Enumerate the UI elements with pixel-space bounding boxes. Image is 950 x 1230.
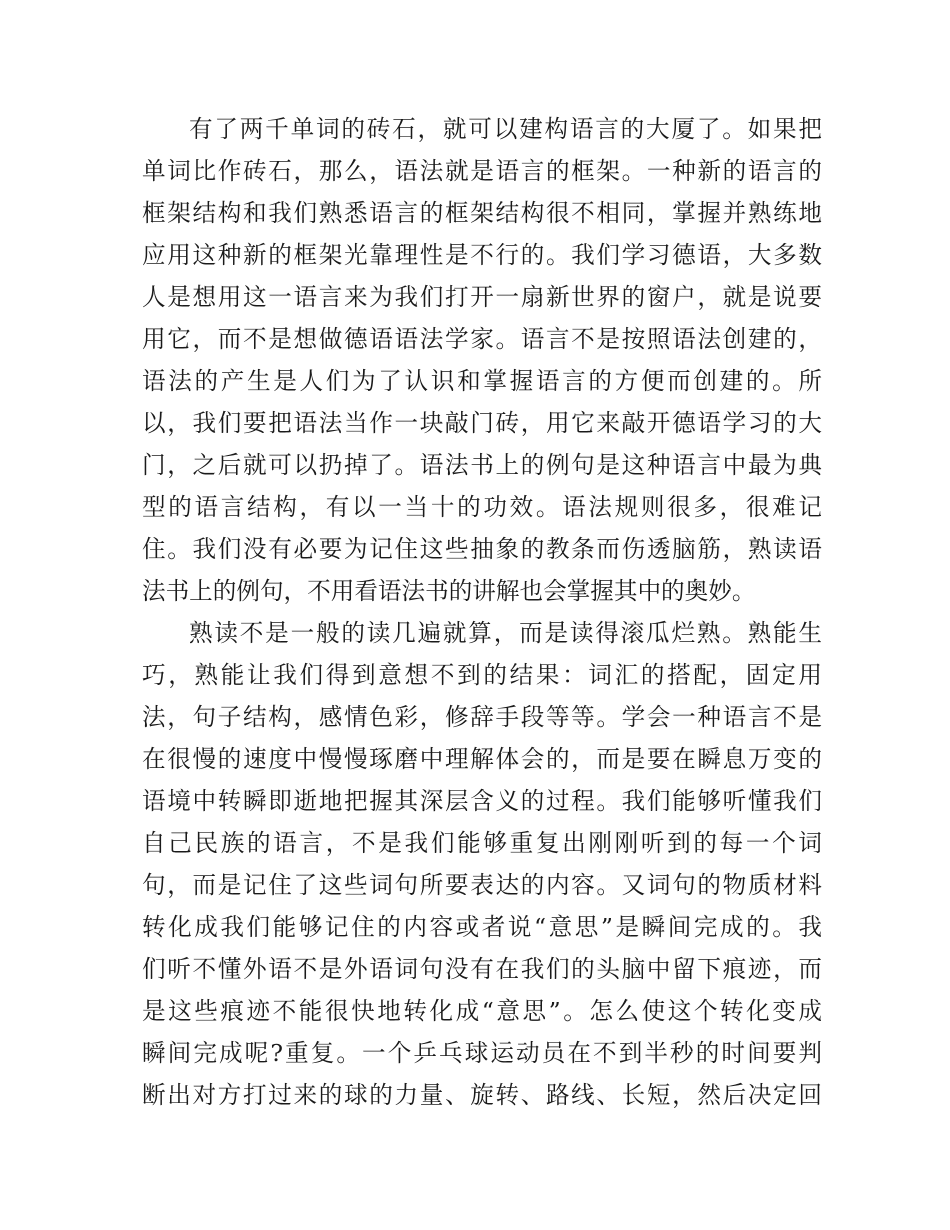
text-line: 型的语言结构，有以一当十的功效。语法规则很多，很难记 (142, 493, 822, 521)
text-line: 是这些痕迹不能很快地转化成“意思”。怎么使这个转化变成 (142, 997, 822, 1025)
text-line: 门，之后就可以扔掉了。语法书上的例句是这种语言中最为典 (142, 451, 822, 479)
text-line: 语法的产生是人们为了认识和掌握语言的方便而创建的。所 (142, 367, 822, 395)
text-line: 法书上的例句，不用看语法书的讲解也会掌握其中的奥妙。 (142, 577, 756, 605)
paragraph-1 (142, 108, 822, 612)
text-line: 转化成我们能够记住的内容或者说“意思”是瞬间完成的。我 (142, 913, 822, 941)
text-line: 住。我们没有必要为记住这些抽象的教条而伤透脑筋，熟读语 (142, 535, 822, 563)
paragraph-2 (142, 612, 822, 1116)
text-line: 瞬间完成呢?重复。一个乒乓球运动员在不到半秒的时间要判 (142, 1039, 822, 1067)
text-line: 以，我们要把语法当作一块敲门砖，用它来敲开德语学习的大 (142, 409, 822, 437)
text-line: 法，句子结构，感情色彩，修辞手段等等。学会一种语言不是 (142, 703, 822, 731)
text-line: 人是想用这一语言来为我们打开一扇新世界的窗户，就是说要 (142, 283, 822, 311)
body-text (142, 108, 822, 1116)
text-line: 用它，而不是想做德语语法学家。语言不是按照语法创建的， (142, 325, 822, 353)
text-line: 语境中转瞬即逝地把握其深层含义的过程。我们能够听懂我们 (142, 787, 822, 815)
text-line: 自己民族的语言，不是我们能够重复出刚刚听到的每一个词 (142, 829, 822, 857)
text-line: 巧，熟能让我们得到意想不到的结果：词汇的搭配，固定用 (142, 661, 822, 689)
text-line: 熟读不是一般的读几遍就算，而是读得滚瓜烂熟。熟能生 (189, 619, 822, 647)
text-line: 们听不懂外语不是外语词句没有在我们的头脑中留下痕迹，而 (142, 955, 822, 983)
text-line: 句，而是记住了这些词句所要表达的内容。又词句的物质材料 (142, 871, 822, 899)
text-line: 在很慢的速度中慢慢琢磨中理解体会的，而是要在瞬息万变的 (142, 745, 822, 773)
text-line: 框架结构和我们熟悉语言的框架结构很不相同，掌握并熟练地 (142, 199, 822, 227)
text-line: 断出对方打过来的球的力量、旋转、路线、长短，然后决定回 (142, 1081, 822, 1109)
text-line: 应用这种新的框架光靠理性是不行的。我们学习德语，大多数 (142, 241, 822, 269)
text-line: 有了两千单词的砖石，就可以建构语言的大厦了。如果把 (189, 115, 822, 143)
text-line: 单词比作砖石，那么，语法就是语言的框架。一种新的语言的 (142, 157, 822, 185)
